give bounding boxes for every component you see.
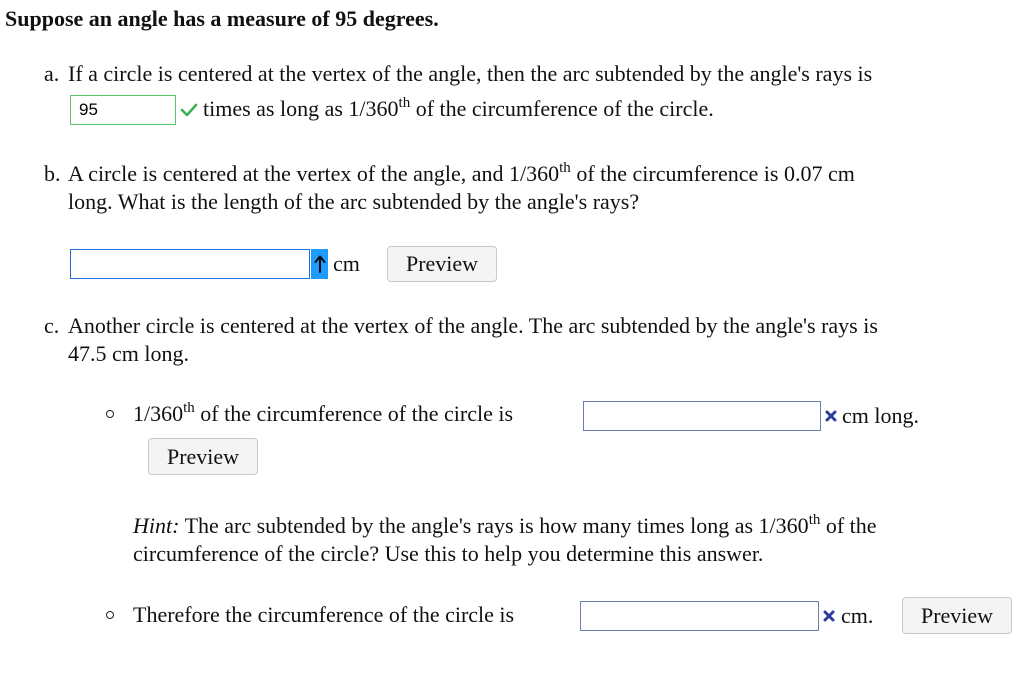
arrow-up-icon [311, 249, 328, 279]
part-c-label: c. [44, 313, 60, 338]
part-a-line2: times as long as 1/360th of the circumference of the circle. [203, 95, 714, 121]
part-c-item2-text: Therefore the circumference of the circle is [133, 602, 515, 627]
part-c-line1: Another circle is centered at the vertex of the angle. The arc subtended by the angle's rays is [68, 313, 878, 338]
question-title: Suppose an angle has a measure of 95 degrees. [5, 6, 439, 31]
part-b-answer-input[interactable] [70, 249, 310, 279]
x-icon [823, 407, 839, 425]
part-c-item2-unit: cm. [841, 603, 874, 628]
x-icon [821, 607, 837, 625]
part-a-line1: If a circle is centered at the vertex of the angle, then the arc subtended by the angle's rays is [68, 61, 873, 86]
part-c-line2: 47.5 cm long. [68, 341, 189, 366]
part-c-circumference-fraction-input[interactable] [583, 401, 821, 431]
part-b-line2: long. What is the length of the arc subtended by the angle's rays? [68, 189, 640, 214]
part-c-item1-text: 1/360th of the circumference of the circle is [133, 400, 514, 426]
hint-line1: Hint: The arc subtended by the angle's rays is how many times long as 1/360th of the [133, 512, 877, 538]
part-b-line1: A circle is centered at the vertex of the angle, and 1/360th of the circumference is 0.07 cm [68, 160, 855, 186]
part-b-preview-button[interactable]: Preview [387, 246, 497, 282]
hint-line2: circumference of the circle? Use this to help you determine this answer. [133, 541, 764, 566]
part-c-item2-preview-button[interactable]: Preview [902, 597, 1012, 634]
check-icon [179, 101, 199, 119]
part-c-item1-unit: cm long. [842, 403, 919, 428]
bullet-icon [106, 611, 114, 619]
bullet-icon [106, 410, 114, 418]
part-a-label: a. [44, 61, 60, 86]
part-c-item1-preview-button[interactable]: Preview [148, 438, 258, 475]
part-a-answer-input[interactable] [70, 95, 176, 125]
part-b-unit: cm [333, 251, 360, 276]
part-b-label: b. [44, 161, 61, 186]
hint-label: Hint: [133, 513, 180, 538]
part-c-circumference-input[interactable] [580, 601, 819, 631]
